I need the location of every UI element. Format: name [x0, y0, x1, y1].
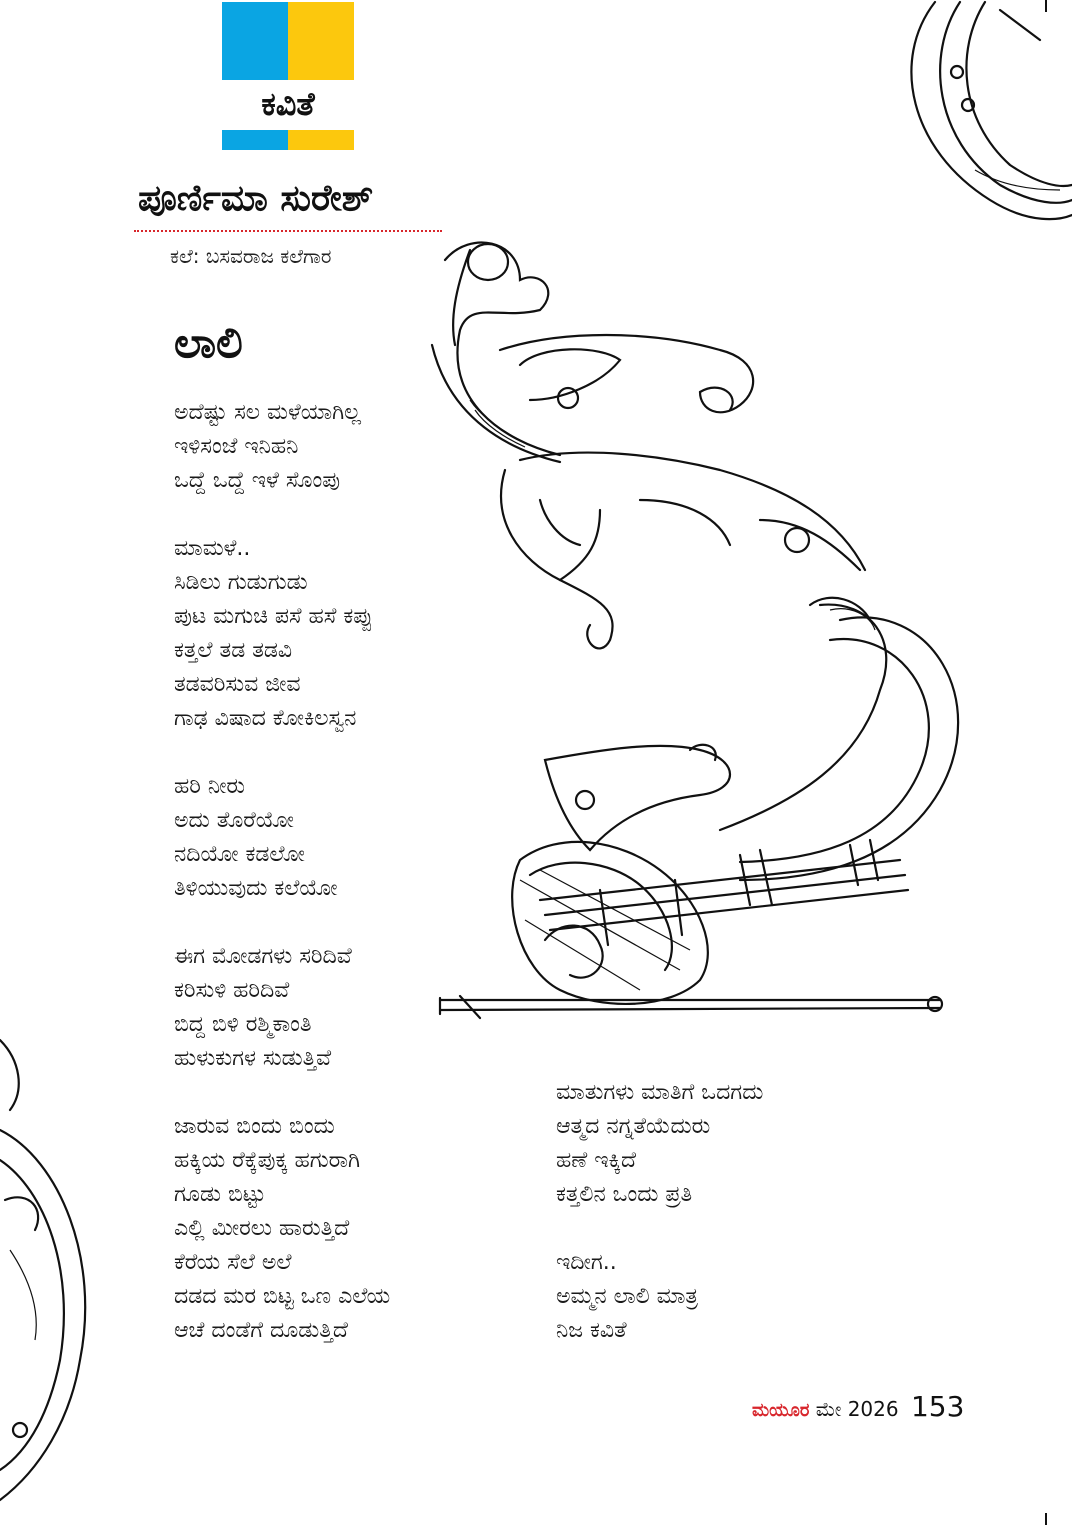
author-name: ಪೂರ್ಣಿಮಾ ಸುರೇಶ್	[138, 178, 374, 219]
poem-line: ಕತ್ತಲೆ ತಡ ತಡವಿ	[174, 638, 293, 663]
poem-title: ಲಾಲಿ	[174, 318, 243, 367]
logo-blue-bar	[222, 130, 288, 150]
poem-right-column	[556, 1076, 763, 1348]
poem-line: ಆಚೆ ದಂಡೆಗೆ ದೂಡುತ್ತಿದೆ	[174, 1318, 348, 1343]
poem-line: ಒದ್ದೆ ಒದ್ದೆ ಇಳೆ ಸೊಂಪು	[174, 468, 341, 493]
poem-line: ತಿಳಿಯುವುದು ಕಲೆಯೋ	[174, 876, 338, 901]
stanza-break	[174, 736, 390, 770]
poem-line: ಹಣೆ ಇಕ್ಕಿದೆ	[556, 1148, 637, 1173]
page-number: 153	[910, 1390, 965, 1423]
poem-line: ಜಾರುವ ಬಿಂದು ಬಿಂದು	[174, 1114, 335, 1139]
poem-line: ಪುಟ ಮಗುಚಿ ಪಸೆ ಹಸೆ ಕಪ್ಪು	[174, 604, 373, 629]
poem-line: ತಡವರಿಸುವ ಜೀವ	[174, 672, 301, 697]
logo-blue-block	[222, 2, 288, 80]
page-footer	[752, 1390, 964, 1423]
section-logo	[222, 2, 354, 150]
stanza-break	[174, 1076, 390, 1110]
poem-line: ಹಕ್ಕಿಯ ರೆಕ್ಕೆಪುಕ್ಕ ಹಗುರಾಗಿ	[174, 1148, 361, 1173]
issue-date: ಮೇ 2026	[815, 1397, 899, 1421]
poem-line: ಕರಿಸುಳಿ ಹರಿದಿವೆ	[174, 978, 290, 1003]
poem-line: ಕೆರೆಯ ಸೆಲೆ ಅಲೆ	[174, 1250, 292, 1275]
section-label: ಕವಿತೆ	[261, 85, 315, 123]
poem-line: ಕತ್ತಲಿನ ಒಂದು ಪ್ರತಿ	[556, 1182, 693, 1207]
poem-line: ದಡದ ಮರ ಬಿಟ್ಟ ಒಣ ಎಲೆಯ	[174, 1284, 391, 1309]
poem-line: ಈಗ ಮೋಡಗಳು ಸರಿದಿವೆ	[174, 944, 352, 969]
poem-line: ಗೂಡು ಬಿಟ್ಟು	[174, 1182, 266, 1207]
art-credit: ಕಲೆ: ಬಸವರಾಜ ಕಲೆಗಾರ	[170, 244, 332, 268]
poem-line: ಹರಿ ನೀರು	[174, 774, 246, 799]
poem-line: ಮಾಮಳೆ..	[174, 536, 251, 561]
stanza-break	[556, 1212, 763, 1246]
stanza-break	[174, 498, 390, 532]
poem-line: ಅದು ತೊರೆಯೋ	[174, 808, 294, 833]
poem-line: ಇದೀಗ..	[556, 1250, 617, 1275]
poem-left-column	[174, 396, 390, 1348]
poem-line: ಆತ್ಮದ ನಗ್ನತೆಯೆದುರು	[556, 1114, 711, 1139]
poem-line: ನದಿಯೋ ಕಡಲೋ	[174, 842, 305, 867]
logo-yellow-block	[288, 2, 354, 80]
poem-line: ನಿಜ ಕವಿತೆ	[556, 1318, 627, 1343]
crop-mark	[1045, 1513, 1047, 1525]
poem-line: ಇಳಿಸಂಜೆ ಇನಿಹನಿ	[174, 434, 299, 459]
poem-line: ಬಿದ್ದ ಬಿಳಿ ರಶ್ಮಿಕಾಂತಿ	[174, 1012, 312, 1037]
crop-mark	[1045, 0, 1047, 12]
logo-yellow-bar	[288, 130, 354, 150]
stanza-break	[174, 906, 390, 940]
poem-line: ಹುಳುಕುಗಳ ಸುಡುತ್ತಿವೆ	[174, 1046, 332, 1071]
poem-line: ಸಿಡಿಲು ಗುಡುಗುಡು	[174, 570, 308, 595]
poem-line: ಅದೆಷ್ಟು ಸಲ ಮಳೆಯಾಗಿಲ್ಲ	[174, 400, 362, 425]
magazine-brand: ಮಯೂರ	[752, 1400, 810, 1421]
poem-line: ಮಾತುಗಳು ಮಾತಿಗೆ ಒದಗದು	[556, 1080, 764, 1105]
poem-line: ಎಲ್ಲಿ ಮೀರಲು ಹಾರುತ್ತಿದೆ	[174, 1216, 350, 1241]
author-divider	[134, 230, 442, 232]
poem-line: ಅಮ್ಮನ ಲಾಲಿ ಮಾತ್ರ	[556, 1284, 698, 1309]
poem-line: ಗಾಢ ವಿಷಾದ ಕೋಕಿಲಸ್ವನ	[174, 706, 357, 731]
